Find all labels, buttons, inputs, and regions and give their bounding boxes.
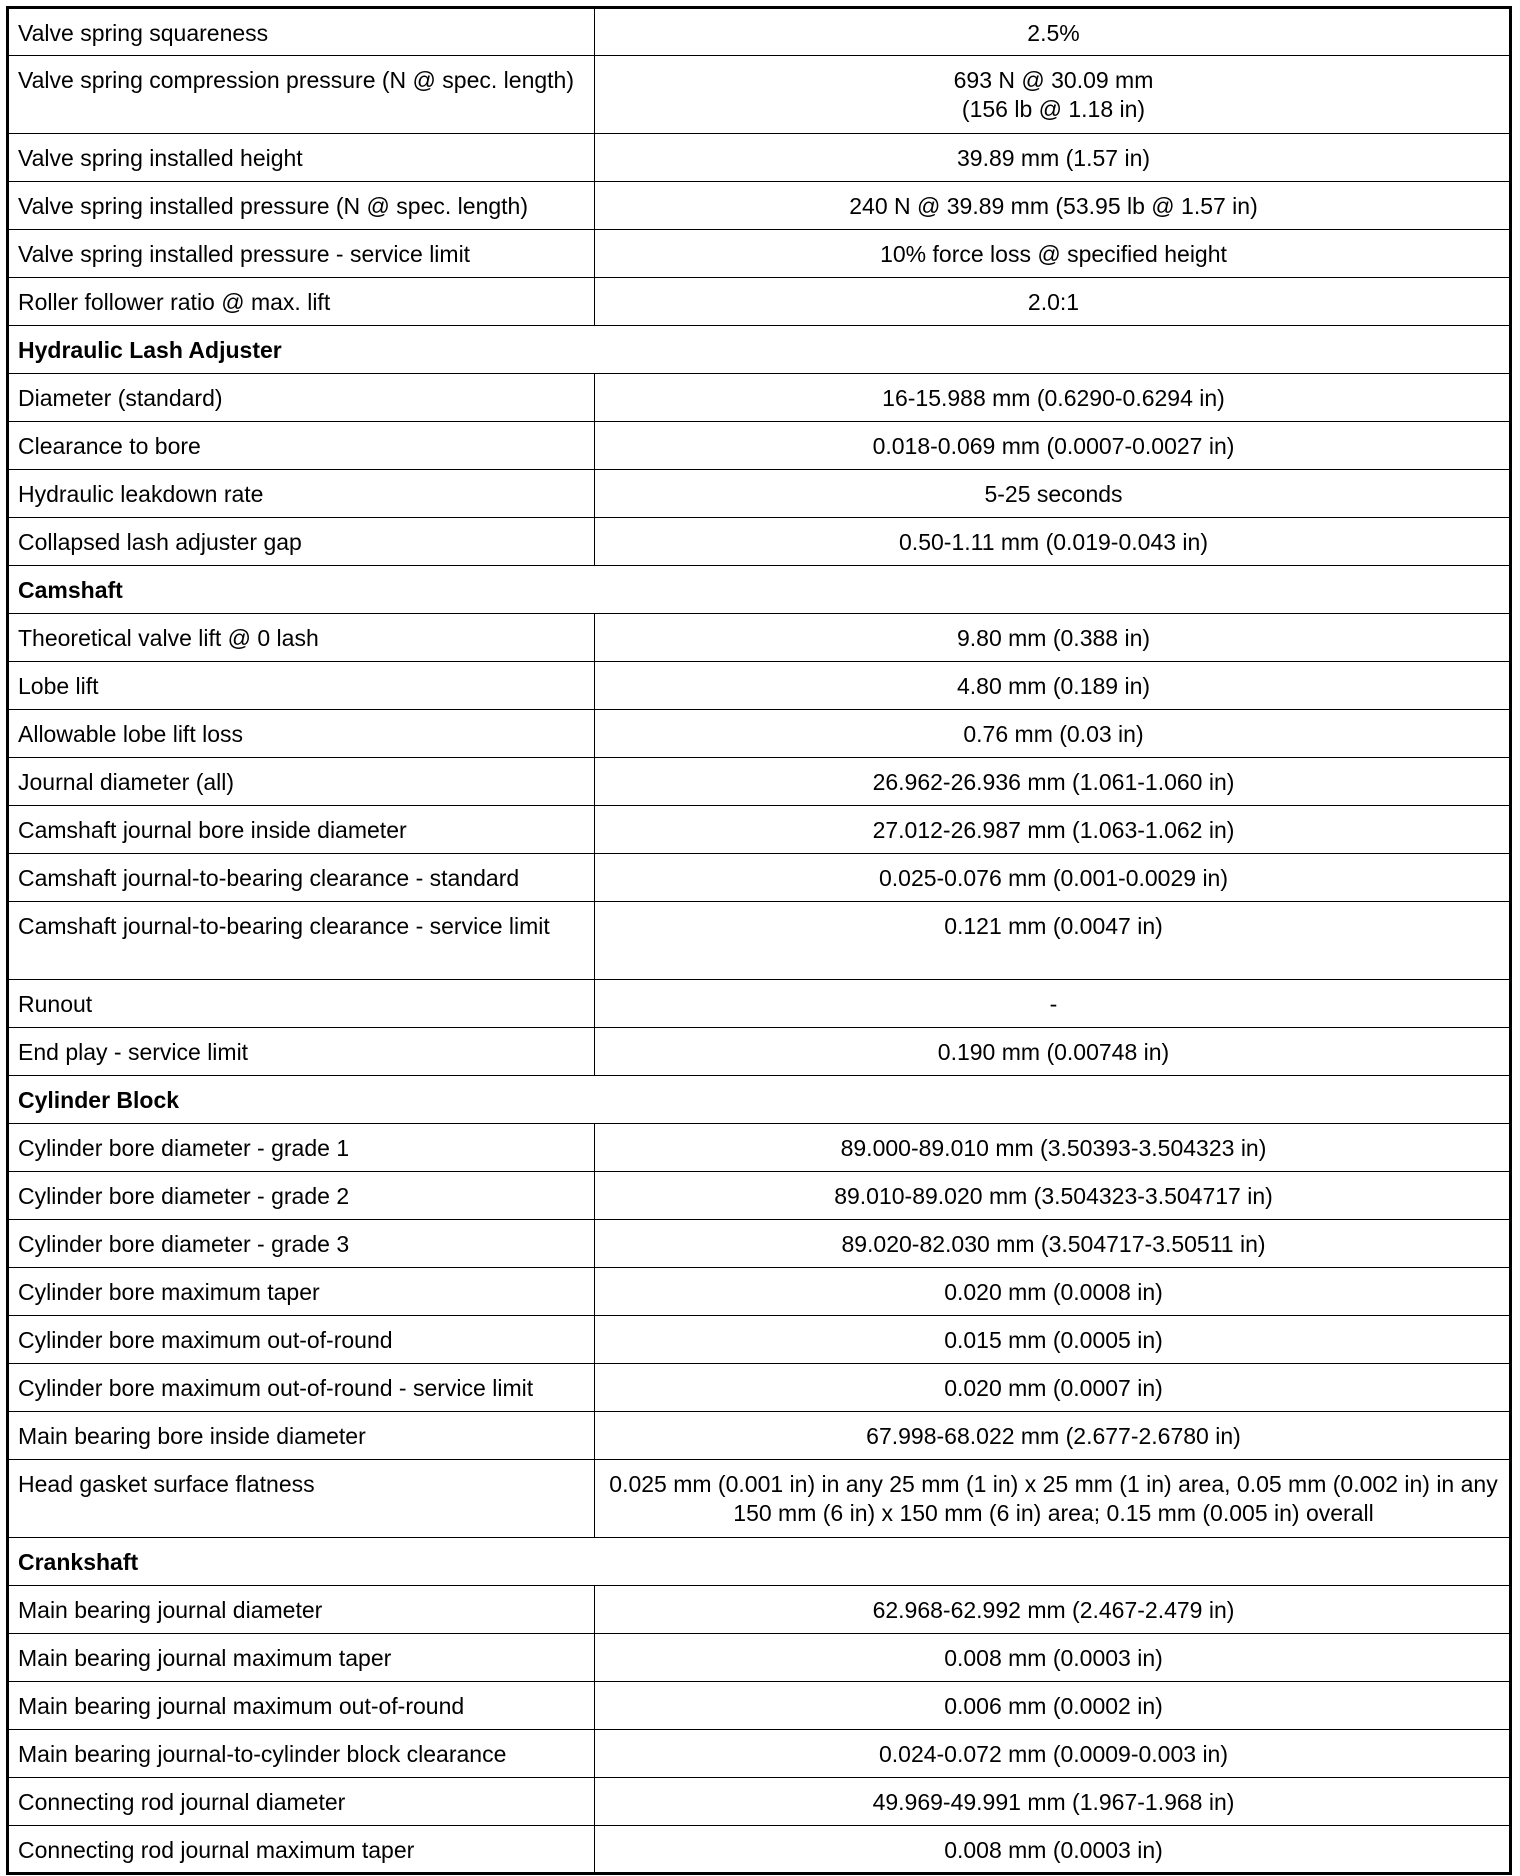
spec-value: 2.5%: [595, 8, 1511, 56]
spec-value: 0.006 mm (0.0002 in): [595, 1682, 1511, 1730]
spec-row: [8, 134, 1511, 182]
spec-value: 26.962-26.936 mm (1.061-1.060 in): [595, 758, 1511, 806]
spec-label: Main bearing journal diameter: [8, 1586, 595, 1634]
spec-label: End play - service limit: [8, 1028, 595, 1076]
spec-row: [8, 1364, 1511, 1412]
spec-row: [8, 1220, 1511, 1268]
spec-value: 0.190 mm (0.00748 in): [595, 1028, 1511, 1076]
spec-label: Valve spring installed pressure - service limit: [8, 230, 595, 278]
spec-value: 693 N @ 30.09 mm (156 lb @ 1.18 in): [595, 56, 1511, 134]
spec-row: [8, 1412, 1511, 1460]
spec-value: 89.000-89.010 mm (3.50393-3.504323 in): [595, 1124, 1511, 1172]
spec-label: Connecting rod journal diameter: [8, 1778, 595, 1826]
spec-row: [8, 1586, 1511, 1634]
spec-value: 4.80 mm (0.189 in): [595, 662, 1511, 710]
spec-row: [8, 56, 1511, 134]
spec-label: Connecting rod journal maximum taper: [8, 1826, 595, 1874]
spec-row: [8, 1460, 1511, 1538]
spec-label: Valve spring squareness: [8, 8, 595, 56]
spec-value: 0.008 mm (0.0003 in): [595, 1634, 1511, 1682]
spec-row: [8, 182, 1511, 230]
spec-value: 0.76 mm (0.03 in): [595, 710, 1511, 758]
engine-specifications-table: [6, 6, 1512, 1875]
spec-label: Camshaft journal-to-bearing clearance - standard: [8, 854, 595, 902]
spec-value: 2.0:1: [595, 278, 1511, 326]
spec-label: Main bearing journal maximum out-of-round: [8, 1682, 595, 1730]
spec-value: 10% force loss @ specified height: [595, 230, 1511, 278]
spec-row: [8, 614, 1511, 662]
spec-value: 0.020 mm (0.0007 in): [595, 1364, 1511, 1412]
spec-value: 0.008 mm (0.0003 in): [595, 1826, 1511, 1874]
spec-label: Main bearing journal maximum taper: [8, 1634, 595, 1682]
spec-label: Camshaft journal-to-bearing clearance - service limit: [8, 902, 595, 980]
section-title: Crankshaft: [8, 1538, 1511, 1586]
spec-label: Hydraulic leakdown rate: [8, 470, 595, 518]
spec-label: Cylinder bore diameter - grade 1: [8, 1124, 595, 1172]
spec-value: 62.968-62.992 mm (2.467-2.479 in): [595, 1586, 1511, 1634]
spec-value: 0.025 mm (0.001 in) in any 25 mm (1 in) x 25 mm (1 in) area, 0.05 mm (0.002 in) in any 150 mm (6 in) x 150 mm (6 in) area; 0.15 mm (0.005 in) overall: [595, 1460, 1511, 1538]
spec-row: [8, 1172, 1511, 1220]
spec-value: 0.50-1.11 mm (0.019-0.043 in): [595, 518, 1511, 566]
spec-value: 16-15.988 mm (0.6290-0.6294 in): [595, 374, 1511, 422]
spec-row: [8, 1124, 1511, 1172]
spec-row: [8, 470, 1511, 518]
spec-label: Valve spring installed height: [8, 134, 595, 182]
spec-row: [8, 1778, 1511, 1826]
spec-row: [8, 980, 1511, 1028]
spec-label: Valve spring installed pressure (N @ spec. length): [8, 182, 595, 230]
spec-row: [8, 230, 1511, 278]
spec-label: Cylinder bore diameter - grade 2: [8, 1172, 595, 1220]
spec-label: Clearance to bore: [8, 422, 595, 470]
spec-row: [8, 1634, 1511, 1682]
spec-row: [8, 518, 1511, 566]
spec-label: Diameter (standard): [8, 374, 595, 422]
section-title: Camshaft: [8, 566, 1511, 614]
spec-row: [8, 758, 1511, 806]
spec-row: [8, 662, 1511, 710]
section-header-row: [8, 1538, 1511, 1586]
spec-label: Lobe lift: [8, 662, 595, 710]
spec-row: [8, 1316, 1511, 1364]
spec-value: 5-25 seconds: [595, 470, 1511, 518]
section-header-row: [8, 566, 1511, 614]
spec-value: -: [595, 980, 1511, 1028]
section-header-row: [8, 1076, 1511, 1124]
spec-table-body: [8, 8, 1511, 1874]
spec-value: 67.998-68.022 mm (2.677-2.6780 in): [595, 1412, 1511, 1460]
spec-value: 89.010-89.020 mm (3.504323-3.504717 in): [595, 1172, 1511, 1220]
spec-label: Head gasket surface flatness: [8, 1460, 595, 1538]
spec-row: [8, 854, 1511, 902]
spec-label: Roller follower ratio @ max. lift: [8, 278, 595, 326]
spec-row: [8, 278, 1511, 326]
spec-row: [8, 806, 1511, 854]
spec-value: 9.80 mm (0.388 in): [595, 614, 1511, 662]
spec-value: 39.89 mm (1.57 in): [595, 134, 1511, 182]
section-title: Cylinder Block: [8, 1076, 1511, 1124]
spec-label: Main bearing bore inside diameter: [8, 1412, 595, 1460]
spec-value: 0.025-0.076 mm (0.001-0.0029 in): [595, 854, 1511, 902]
spec-row: [8, 902, 1511, 980]
spec-label: Theoretical valve lift @ 0 lash: [8, 614, 595, 662]
spec-label: Runout: [8, 980, 595, 1028]
spec-label: Cylinder bore maximum out-of-round - service limit: [8, 1364, 595, 1412]
spec-label: Cylinder bore maximum taper: [8, 1268, 595, 1316]
spec-value: 0.121 mm (0.0047 in): [595, 902, 1511, 980]
spec-row: [8, 374, 1511, 422]
spec-value: 0.020 mm (0.0008 in): [595, 1268, 1511, 1316]
spec-row: [8, 1730, 1511, 1778]
spec-row: [8, 422, 1511, 470]
section-title: Hydraulic Lash Adjuster: [8, 326, 1511, 374]
spec-value: 49.969-49.991 mm (1.967-1.968 in): [595, 1778, 1511, 1826]
spec-row: [8, 1826, 1511, 1874]
spec-label: Collapsed lash adjuster gap: [8, 518, 595, 566]
spec-label: Journal diameter (all): [8, 758, 595, 806]
spec-label: Camshaft journal bore inside diameter: [8, 806, 595, 854]
section-header-row: [8, 326, 1511, 374]
spec-label: Valve spring compression pressure (N @ spec. length): [8, 56, 595, 134]
spec-row: [8, 8, 1511, 56]
spec-value: 27.012-26.987 mm (1.063-1.062 in): [595, 806, 1511, 854]
spec-label: Allowable lobe lift loss: [8, 710, 595, 758]
spec-label: Cylinder bore maximum out-of-round: [8, 1316, 595, 1364]
spec-row: [8, 1028, 1511, 1076]
spec-value: 89.020-82.030 mm (3.504717-3.50511 in): [595, 1220, 1511, 1268]
spec-value: 0.018-0.069 mm (0.0007-0.0027 in): [595, 422, 1511, 470]
spec-value: 240 N @ 39.89 mm (53.95 lb @ 1.57 in): [595, 182, 1511, 230]
spec-label: Cylinder bore diameter - grade 3: [8, 1220, 595, 1268]
spec-label: Main bearing journal-to-cylinder block clearance: [8, 1730, 595, 1778]
spec-row: [8, 710, 1511, 758]
spec-row: [8, 1268, 1511, 1316]
spec-value: 0.024-0.072 mm (0.0009-0.003 in): [595, 1730, 1511, 1778]
spec-value: 0.015 mm (0.0005 in): [595, 1316, 1511, 1364]
spec-row: [8, 1682, 1511, 1730]
